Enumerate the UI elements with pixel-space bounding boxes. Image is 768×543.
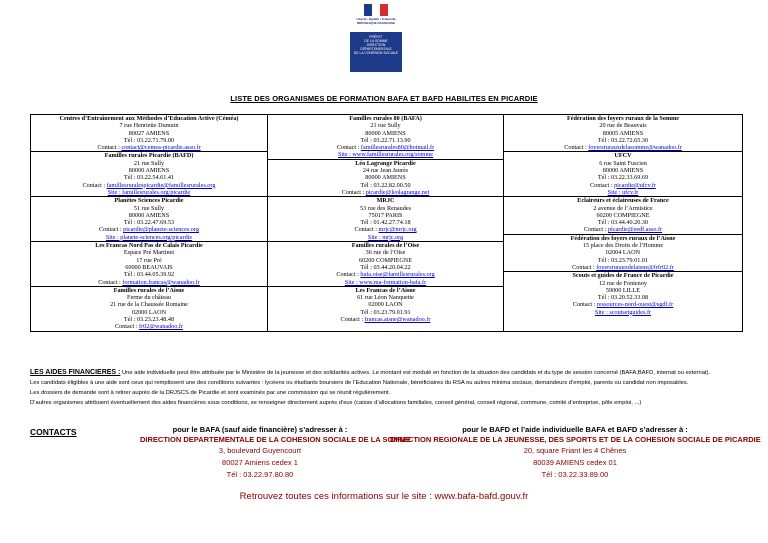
address-line: 80000 AMIENS — [365, 174, 406, 182]
organisation-name: Fédération des foyers ruraux de la Somme — [566, 115, 680, 122]
contact-bafa: pour le BAFA (sauf aide financière) s’adresser à : DIRECTION DEPARTEMENTALE DE LA COHESION SOCIALE DE LA SOMME 3, boulevard Guyencourt 80027 Amiens cedex 1 Tél : 03.22.97.80.80 — [140, 425, 411, 479]
contact-line: Contact : foyersrurauxdelasomme@wanadoo.fr — [564, 144, 682, 152]
email-link[interactable]: famillesruralespicardie@famillesrurales.org — [106, 181, 216, 189]
address-line: 02000 LAON — [131, 308, 167, 316]
address-line: 80000 AMIENS — [128, 167, 170, 175]
republic-motto: Liberté • Égalité • Fraternité RÉPUBLIQUE FRANÇAISE — [356, 17, 396, 25]
email-link[interactable]: mrjc@mrjc.org — [378, 226, 417, 234]
contact-line: Contact : foyersrurauxdelaisne@frfr02.fr — [572, 263, 674, 271]
address-line: 02004 LAON — [605, 249, 641, 257]
organisation-entry — [268, 241, 503, 286]
address-line: Tél : 03.22.33.69.69 — [597, 174, 649, 182]
email-link[interactable]: picardie@ufcv.fr — [614, 181, 656, 189]
contact-line: Contact : famillesruralespicardie@famillesrurales.org — [82, 181, 216, 189]
website-link[interactable]: Site : www.ma-formation-bafa.fr — [344, 278, 427, 286]
email-link[interactable]: contact@cemea-picardie.asso.fr — [121, 144, 201, 152]
address-line: 21 rue Sully — [133, 159, 165, 167]
email-link[interactable]: picardie@planete-sciences.org — [123, 226, 199, 234]
organisation-entry — [31, 286, 267, 331]
organisation-name: Eclaireurs et éclaireuses de France — [577, 197, 669, 205]
address-line: 02000 LAON — [368, 301, 403, 309]
contact-line: Contact : formation.francas@wanadoo.fr — [98, 278, 200, 286]
organisation-name: Planètes Sciences Picardie — [114, 197, 184, 205]
table-column-left — [31, 115, 268, 332]
contact-line: Contact : ressources-nord-ouest@sgdf.fr — [572, 301, 674, 309]
organisation-entry — [31, 151, 267, 196]
table-column-middle — [268, 115, 504, 332]
address-line: Tél : 03.44.40.20.30 — [597, 219, 649, 227]
prefecture-logo — [344, 4, 408, 74]
organisation-name: Léo Lagrange Picardie — [355, 159, 416, 167]
organisation-name: Scouts et guides de France de Picardie — [572, 272, 674, 280]
organisation-name: Centres d’Entraînement aux Méthodes d’Education Active (Céméa) — [59, 115, 239, 122]
organisation-entry — [504, 196, 742, 233]
organisation-name: Familles rurales de l’Aisne — [113, 286, 185, 294]
email-link[interactable]: foyersrurauxdelaisne@frfr02.fr — [596, 263, 674, 271]
website-link[interactable]: Site : mrjc.org — [367, 233, 404, 241]
french-flag-icon — [364, 4, 388, 16]
address-line: 21 rue de la Chaussée Romaine — [110, 301, 188, 309]
address-line: 80000 AMIENS — [602, 167, 644, 175]
address-line: Espace Pré Martinet — [123, 249, 175, 257]
address-line: 75017 PARIS — [368, 211, 403, 219]
contact-bafd: pour le BAFD et l’aide individuelle BAFA et BAFD s’adresser à : DIRECTION REGIONALE DE LA JEUNESSE, DES SPORTS ET DE LA COHESION SOCIALE DE PICARDIE 20, square Friant les 4 Chênes 80039 AMIENS cedex 01 Tél : 03.22.33.89.00 — [390, 425, 761, 479]
contact-line: Contact : picardie@eedf.asso.fr — [583, 226, 663, 234]
address-line: 12 rue de Fontenoy — [599, 279, 647, 287]
website-link[interactable]: Site : ufcv.fr — [607, 188, 639, 196]
address-line: Tél : 03.23.79.01.91 — [360, 308, 411, 316]
organisation-entry — [268, 159, 503, 196]
address-line: 80000 AMIENS — [365, 129, 406, 137]
organisation-entry — [268, 286, 503, 323]
contact-line: Contact : contact@cemea-picardie.asso.fr — [97, 144, 201, 152]
organisation-entry — [504, 234, 742, 271]
contact-line: Contact : bafa.oise@famillesrurales.org — [336, 271, 435, 279]
organisations-table — [30, 114, 743, 332]
website-link[interactable]: Site : planete-sciences.org/picardie — [105, 233, 193, 241]
contact-line: Contact : francas.aisne@wanadoo.fr — [340, 316, 431, 324]
organisation-entry — [504, 115, 742, 151]
address-line: 24 rue Jean Jaurès — [362, 167, 409, 175]
organisation-entry — [504, 271, 742, 316]
financial-aid-section: LES AIDES FINANCIERES : Une aide individuelle peut être attribuée par le Ministère de la jeunesse et des solidarités actives. Le montant est modulé en fonction de la situation des candidats et du type de session concerné (BAFA,BAFD, internat ou externat). Les candidats éligibles à une aide sont ceux qui remplissent une des conditions suivantes : lycéens ou étudiants boursiers de l’Education Nationale, bénéficiaires du RSA ou autres minima sociaux, demandeurs d’emploi, parents ou candidat non imposables. Les dossiers de demande sont à retirer auprès de la DRJSCS de Picardie et sont examinés par une commission qui se réunit régulièrement. D’autres organismes attribuent éventuellement des aides financières sous conditions, se renseigner directement auprès d’eux (caisse d’allocations familiales, conseil général, conseil régional, commune, comité d’entreprise, pôle emploi, ...) — [30, 369, 711, 406]
address-line: Tél : 01.42.27.74.18 — [360, 219, 411, 227]
organisation-name: UFCV — [614, 152, 632, 160]
contact-line: Contact : picardie@leolagrange.net — [341, 188, 430, 196]
website-link[interactable]: Site : scoutsetguides.fr — [594, 308, 652, 316]
aides-label: LES AIDES FINANCIERES : — [30, 369, 121, 376]
organisation-name: Les Francas Nord Pas de Calais Picardie — [95, 242, 203, 250]
address-line: 51 rue Sully — [133, 204, 165, 212]
address-line: Tél : 03.23.79.01.01 — [597, 256, 649, 264]
address-line: 17 rue Pré — [136, 256, 162, 264]
organisation-name: Les Francas de l’Aisne — [355, 286, 416, 294]
address-line: Tél : 03.22.54.61.41 — [123, 174, 175, 182]
email-link[interactable]: picardie@eedf.asso.fr — [607, 226, 663, 234]
address-line: 6 rue Saint Fuscien — [599, 159, 647, 167]
address-line: Tél : 03.22.47.69.53 — [123, 219, 175, 227]
address-line: Tél : 03.22.72.65.30 — [597, 136, 649, 144]
email-link[interactable]: bafa.oise@famillesrurales.org — [360, 271, 435, 279]
organisation-name: Familles rurales 80 (BAFA) — [349, 115, 422, 122]
address-line: 80000 AMIENS — [128, 211, 170, 219]
organisation-entry — [268, 196, 503, 241]
email-link[interactable]: picardie@leolagrange.net — [365, 188, 430, 196]
email-link[interactable]: fr02@wanadoo.fr — [139, 323, 184, 331]
address-line: 80005 AMIENS — [602, 129, 644, 137]
email-link[interactable]: francas.aisne@wanadoo.fr — [364, 316, 431, 324]
contact-line: Contact : picardie@ufcv.fr — [590, 181, 656, 189]
organisation-name: Fédération des foyers ruraux de l’Aisne — [570, 234, 676, 242]
email-link[interactable]: ressources-nord-ouest@sgdf.fr — [596, 301, 674, 309]
organisation-entry — [31, 241, 267, 286]
address-line: 53 rue des Renaudes — [359, 204, 412, 212]
address-line: Tél : 03.44.20.04.22 — [360, 263, 411, 271]
email-link[interactable]: famillesrurales80@hotmail.fr — [360, 144, 435, 152]
address-line: 60000 BEAUVAIS — [125, 263, 173, 271]
address-line: Tél : 03.23.23.48.48 — [123, 316, 175, 324]
address-line: 60200 COMPIEGNE — [358, 256, 413, 264]
address-line: 21 rue Sully — [370, 122, 401, 130]
address-line: 20 rue de Beauvais — [599, 122, 647, 130]
address-line: 36 rue de l’Oise — [365, 249, 406, 257]
website-footer[interactable]: Retrouvez toutes ces informations sur le site : www.bafa-bafd.gouv.fr — [239, 491, 529, 502]
address-line: Ferme du château — [127, 294, 171, 302]
organisation-name: MRJC — [376, 197, 395, 205]
page-title: LISTE DES ORGANISMES DE FORMATION BAFA ET BAFD HABILITES EN PICARDIE — [230, 94, 538, 103]
email-link[interactable]: foyersrurauxdelasomme@wanadoo.fr — [588, 144, 682, 152]
address-line: 59000 LILLE — [605, 286, 641, 294]
contact-line: Contact : famillesrurales80@hotmail.fr — [336, 144, 435, 152]
organisation-entry — [31, 115, 267, 151]
address-line: 15 place des Droits de l’Homme — [582, 242, 664, 250]
address-line: Tél : 03.20.52.33.08 — [597, 294, 649, 302]
organisation-name: Familles rurales de l’Oise — [351, 242, 420, 250]
address-line: 61 rue Léon Nanquette — [357, 294, 414, 302]
address-line: 2 avenue de l’Armistice — [593, 204, 653, 212]
organisation-entry — [31, 196, 267, 241]
contacts-label: CONTACTS — [30, 427, 77, 437]
address-line: 60200 COMPIEGNE — [596, 211, 650, 219]
organisation-entry — [504, 151, 742, 196]
website-link[interactable]: Site : famillesrurales.org/picardie — [107, 188, 191, 196]
address-line: Tél : 03.44.05.39.92 — [123, 271, 175, 279]
contact-line: Contact : picardie@planete-sciences.org — [99, 226, 199, 234]
prefect-seal: PRÉFET DE LA SOMME DIRECTION DÉPARTEMENTALE DE LA COHÉSION SOCIALE — [350, 32, 402, 72]
contact-line: Contact : mrjc@mrjc.org — [354, 226, 417, 234]
table-column-right — [504, 115, 743, 332]
website-link[interactable]: Site : www.famillesrurales.org/somme — [337, 151, 434, 159]
contact-line: Contact : fr02@wanadoo.fr — [114, 323, 184, 331]
address-line: Tél : 03.22.82.00.50 — [360, 181, 411, 189]
address-line: Tél : 03.22.71.13.90 — [360, 136, 411, 144]
address-line: 7 rue Henriette Dumuin — [119, 122, 179, 130]
email-link[interactable]: formation.francas@wanadoo.fr — [122, 278, 200, 286]
address-line: 80027 AMIENS — [128, 129, 170, 137]
address-line: Tél : 03.22.71.79.00 — [123, 136, 175, 144]
organisation-name: Familles rurales Picardie (BAFD) — [104, 152, 194, 160]
organisation-entry — [268, 115, 503, 159]
